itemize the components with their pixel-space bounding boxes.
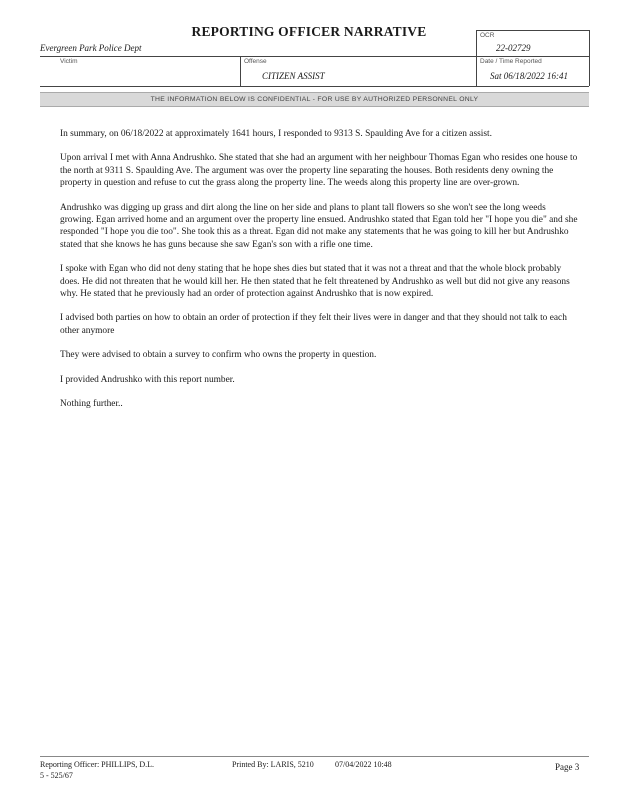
offense-value: CITIZEN ASSIST — [262, 71, 325, 81]
offense-label: Offense — [244, 58, 267, 65]
confidential-banner — [40, 92, 589, 107]
confidential-text: THE INFORMATION BELOW IS CONFIDENTIAL - FOR USE BY AUTHORIZED PERSONNEL ONLY — [150, 96, 479, 103]
footer-printed-date: 07/04/2022 10:48 — [335, 760, 392, 769]
ocr-label: OCR — [480, 32, 495, 39]
narrative-paragraph: In summary, on 06/18/2022 at approximately 1641 hours, I responded to 9313 S. Spaulding Ave for a citizen assist. — [60, 129, 492, 139]
ocr-value: 22-02729 — [496, 43, 531, 53]
narrative-paragraph: Andrushko was digging up grass and dirt along the line on her side and plans to plant tall flowers so she won't see the long weeds growing. Egan arrived home and an argument over the property line ensued. Andrushko stated that Egan told her "I hope you die" and she responded "I hope you die too". She took this as a threat. Egan did not make any statements that he was going to kill her but Andrushko stated that she knows he has guns because she saw Egan's son with a rifle one time. — [60, 202, 578, 250]
header-divider-bottom — [40, 86, 589, 87]
narrative-paragraph: They were advised to obtain a survey to confirm who owns the property in question. — [60, 350, 377, 361]
narrative-paragraph: I provided Andrushko with this report number. — [60, 374, 235, 385]
narrative-paragraph: I advised both parties on how to obtain an order of protection if they felt their lives were in danger and that they should not talk to each other anymore — [60, 313, 567, 336]
victim-label: Victim — [60, 58, 78, 65]
narrative-paragraph: I spoke with Egan who did not deny stating that he hope shes dies but stated that it was not a threat and that the whole block probably does. He did not threaten that he would kill her. He then stated that he felt threatened by Andrushko as well but did not give any reasons why. He stated that he previously had an order of protection against Andrushko that is now expired. — [60, 264, 570, 300]
date-label: Date / Time Reported — [480, 58, 542, 65]
page-number: Page 3 — [555, 762, 580, 772]
page-title: REPORTING OFFICER NARRATIVE — [191, 24, 427, 39]
footer-officer: Reporting Officer: PHILLIPS, D.L. — [40, 760, 155, 769]
agency-name: Evergreen Park Police Dept — [40, 43, 142, 53]
footer-printed-by: Printed By: LARIS, 5210 — [232, 760, 314, 769]
ocr-box-left — [476, 30, 477, 86]
narrative-paragraph: Nothing further.. — [60, 399, 123, 410]
ocr-box-top — [476, 30, 590, 31]
date-value: Sat 06/18/2022 16:41 — [490, 71, 568, 81]
footer-divider — [40, 756, 589, 757]
ocr-box-right — [589, 30, 590, 86]
footer-badge: 5 - 525/67 — [40, 771, 73, 780]
cell-divider-1 — [240, 56, 241, 86]
narrative-body — [60, 128, 580, 423]
header-divider-top — [40, 56, 589, 57]
narrative-paragraph: Upon arrival I met with Anna Andrushko. She stated that she had an argument with her neighbour Thomas Egan who resides one house to the north at 9311 S. Spaulding Ave. The argument was over the property line separating the houses. Both residents deny owning the property in question and refuse to cut the grass along the property line. The weeds along this property line are over-grown. — [60, 153, 578, 189]
